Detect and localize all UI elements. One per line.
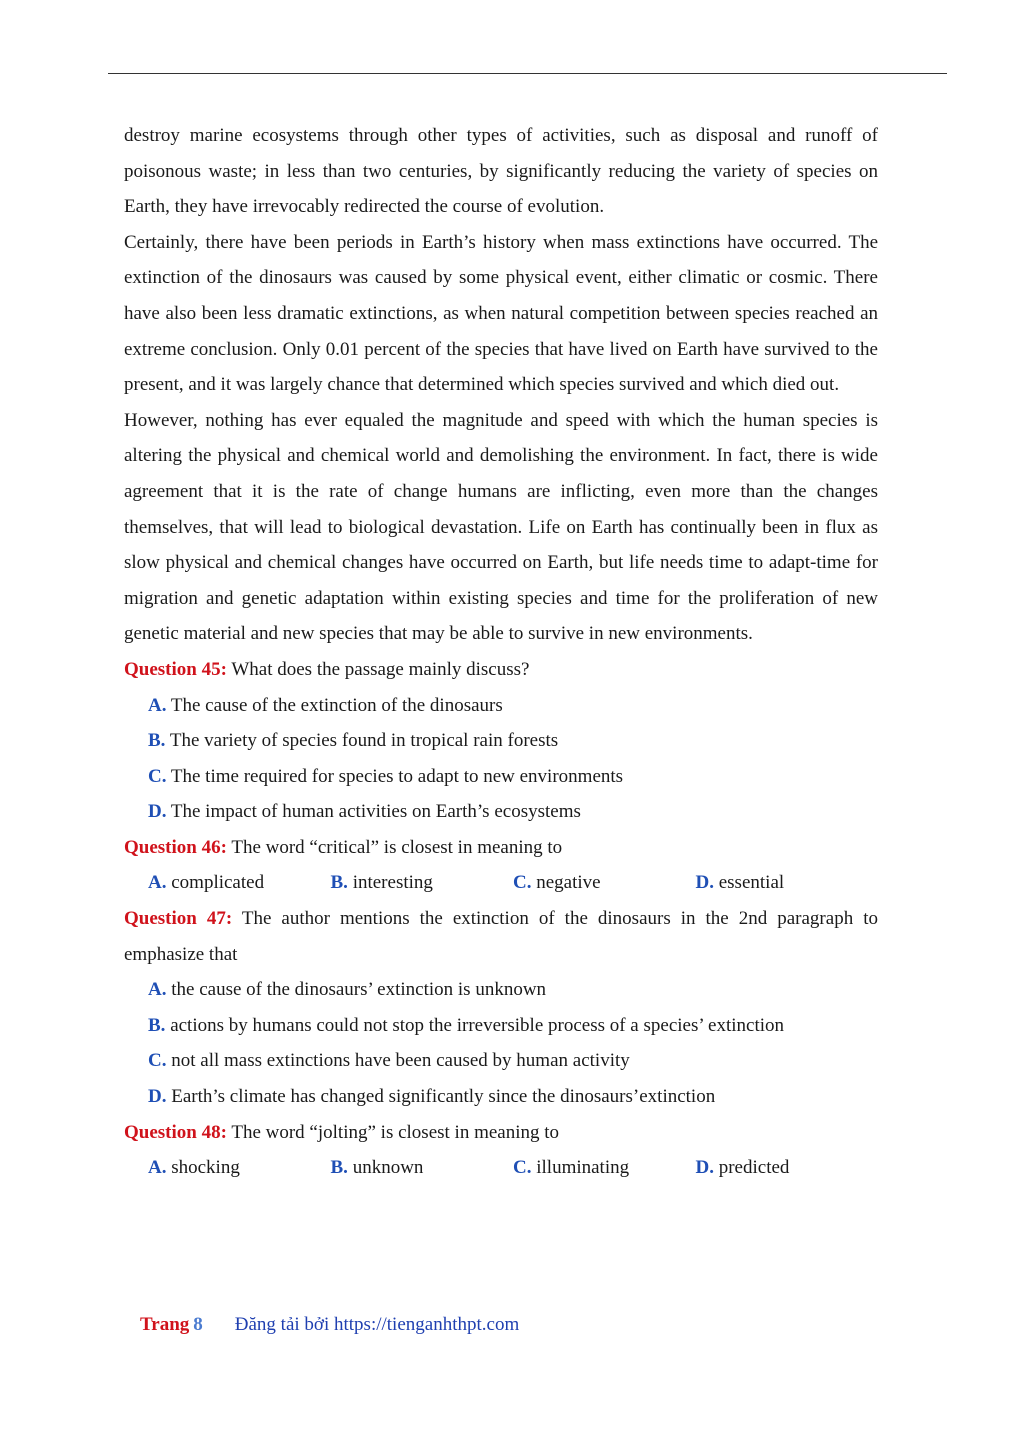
question-48-option-b[interactable] [331,1150,514,1186]
option-text: essential [713,872,785,894]
question-46-label: Question 46: [124,836,227,858]
option-text: predicted [713,1157,790,1179]
option-text: illuminating [531,1157,630,1179]
question-46-option-c[interactable] [513,865,696,901]
question-46-option-d[interactable] [696,865,879,901]
passage-paragraph-2: Certainly, there have been periods in Earth’s history when mass extinctions have occurred. The extinction of the dinosaurs was caused by some physical event, either climatic or cosmic. There have also been less dramatic extinctions, as when natural competition between species reached an extreme conclusion. Only 0.01 percent of the species that have lived on Earth have survived to the present, and it was largely chance that determined which species survived and which died out. [124,231,878,396]
option-text: interesting [347,872,433,894]
footer-credit-link[interactable]: Đăng tải bởi https://tienganhthpt.com [234,1314,520,1335]
option-letter: D. [148,1086,167,1108]
question-47-option-d[interactable] [124,1079,878,1115]
option-text: the cause of the dinosaurs’ extinction is unknown [166,979,547,1001]
option-letter: B. [330,1157,348,1179]
page-content [124,118,878,1186]
page-label: Trang [140,1314,190,1335]
question-47-text: The author mentions the extinction of the dinosaurs in the 2nd paragraph to emphasize that [124,908,878,965]
option-letter: D. [695,1157,714,1179]
passage-paragraph-1: destroy marine ecosystems through other types of activities, such as disposal and runoff of poisonous waste; in less than two centuries, by significantly reducing the variety of species on Earth, they have irrevocably redirected the course of evolution. [124,125,878,218]
page-footer [140,1314,519,1336]
question-48-label: Question 48: [124,1121,227,1143]
option-letter: B. [330,872,348,894]
question-47-option-c[interactable] [124,1043,878,1079]
question-47-option-b[interactable] [124,1008,878,1044]
option-letter: B. [148,730,166,752]
question-48-options [124,1150,878,1186]
option-letter: A. [148,979,167,1001]
question-45-text: What does the passage mainly discuss? [226,658,530,680]
option-text: Earth’s climate has changed significantly since the dinosaurs’extinction [166,1086,716,1108]
question-45 [124,652,878,688]
header-rule [108,73,947,74]
question-46-text: The word “critical” is closest in meaning to [226,836,563,858]
question-47 [124,901,878,972]
question-47-label: Question 47: [124,908,233,930]
question-46-option-b[interactable] [331,865,514,901]
question-47-option-a[interactable] [124,972,878,1008]
question-48 [124,1115,878,1151]
passage-paragraph-3: However, nothing has ever equaled the magnitude and speed with which the human species is altering the physical and chemical world and demolishing the environment. In fact, there is wide agreement that it is the rate of change humans are inflicting, even more than the changes themselves, that will lead to biological devastation. Life on Earth has continually been in flux as slow physical and chemical changes have occurred on Earth, but life needs time to adapt-time for migration and genetic adaptation within existing species and time for the proliferation of new genetic material and new species that may be able to survive in new environments. [124,409,878,645]
question-46-option-a[interactable] [148,865,331,901]
question-48-text: The word “jolting” is closest in meaning to [226,1121,560,1143]
question-45-option-b[interactable] [124,723,878,759]
question-45-option-d[interactable] [124,794,878,830]
option-letter: D. [148,801,167,823]
option-letter: D. [695,872,714,894]
question-48-option-a[interactable] [148,1150,331,1186]
page-number: 8 [193,1314,203,1335]
question-45-label: Question 45: [124,658,227,680]
option-letter: B. [148,1014,166,1036]
option-letter: A. [148,872,167,894]
option-letter: C. [513,1157,532,1179]
question-48-option-d[interactable] [696,1150,879,1186]
option-text: shocking [166,1157,240,1179]
option-text: The variety of species found in tropical rain forests [165,730,559,752]
option-text: The impact of human activities on Earth’s ecosystems [166,801,581,823]
option-text: negative [531,872,601,894]
question-46-options [124,865,878,901]
option-text: not all mass extinctions have been caused by human activity [166,1050,630,1072]
question-48-option-c[interactable] [513,1150,696,1186]
option-text: complicated [166,872,265,894]
option-text: The cause of the extinction of the dinosaurs [166,694,503,716]
option-letter: A. [148,694,167,716]
option-letter: C. [513,872,532,894]
question-46 [124,830,878,866]
option-text: The time required for species to adapt to new environments [166,765,624,787]
question-45-option-c[interactable] [124,759,878,795]
option-text: actions by humans could not stop the irreversible process of a species’ extinction [165,1014,785,1036]
option-text: unknown [347,1157,424,1179]
question-45-option-a[interactable] [124,688,878,724]
option-letter: C. [148,1050,167,1072]
option-letter: C. [148,765,167,787]
option-letter: A. [148,1157,167,1179]
